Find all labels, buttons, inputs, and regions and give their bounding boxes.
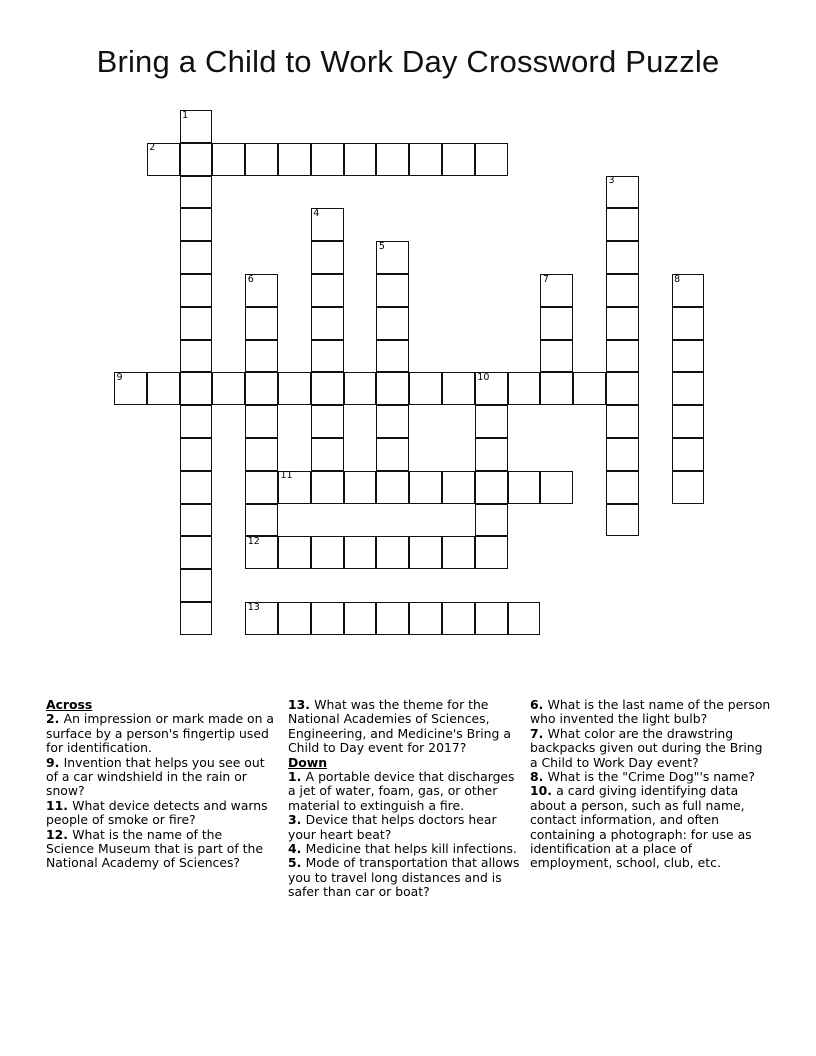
crossword-cell-r11-c11[interactable]: [475, 471, 508, 504]
crossword-cell-r8-c1[interactable]: [147, 372, 180, 405]
crossword-cell-r3-c6[interactable]: [311, 208, 344, 241]
crossword-cell-r11-c4[interactable]: [245, 471, 278, 504]
clue-number: 8.: [530, 769, 548, 785]
clue-number: 9.: [46, 754, 64, 770]
crossword-cell-r4-c6[interactable]: [311, 241, 344, 274]
crossword-cell-r6-c6[interactable]: [311, 307, 344, 340]
crossword-cell-r15-c7[interactable]: [344, 602, 377, 635]
cell-number-5: 5: [378, 240, 385, 252]
crossword-cell-r10-c15[interactable]: [606, 438, 639, 471]
crossword-cell-r13-c2[interactable]: [180, 536, 213, 569]
clues-column-3: [530, 698, 774, 871]
crossword-cell-r13-c4[interactable]: [245, 536, 278, 569]
crossword-cell-r8-c0[interactable]: [114, 372, 147, 405]
crossword-cell-r13-c7[interactable]: [344, 536, 377, 569]
crossword-cell-r0-c2[interactable]: [180, 110, 213, 143]
crossword-cell-r11-c8[interactable]: [376, 471, 409, 504]
clue-number: 7.: [530, 725, 548, 741]
crossword-cell-r15-c5[interactable]: [278, 602, 311, 635]
crossword-cell-r1-c1[interactable]: [147, 143, 180, 176]
crossword-cell-r9-c6[interactable]: [311, 405, 344, 438]
crossword-cell-r6-c15[interactable]: [606, 307, 639, 340]
crossword-cell-r11-c2[interactable]: [180, 471, 213, 504]
cell-number-3: 3: [608, 175, 615, 187]
crossword-cell-r8-c11[interactable]: [475, 372, 508, 405]
cell-number-10: 10: [477, 371, 490, 383]
crossword-cell-r15-c10[interactable]: [442, 602, 475, 635]
crossword-cell-r8-c17[interactable]: [672, 372, 705, 405]
crossword-cell-r8-c8[interactable]: [376, 372, 409, 405]
crossword-cell-r12-c4[interactable]: [245, 504, 278, 537]
crossword-cell-r7-c6[interactable]: [311, 340, 344, 373]
crossword-cell-r8-c6[interactable]: [311, 372, 344, 405]
crossword-cell-r7-c8[interactable]: [376, 340, 409, 373]
crossword-cell-r6-c8[interactable]: [376, 307, 409, 340]
crossword-cell-r14-c2[interactable]: [180, 569, 213, 602]
crossword-cell-r6-c4[interactable]: [245, 307, 278, 340]
crossword-cell-r11-c7[interactable]: [344, 471, 377, 504]
crossword-cell-r5-c15[interactable]: [606, 274, 639, 307]
crossword-cell-r15-c8[interactable]: [376, 602, 409, 635]
crossword-cell-r13-c11[interactable]: [475, 536, 508, 569]
crossword-cell-r5-c13[interactable]: [540, 274, 573, 307]
crossword-cell-r13-c10[interactable]: [442, 536, 475, 569]
crossword-cell-r10-c2[interactable]: [180, 438, 213, 471]
crossword-cell-r10-c17[interactable]: [672, 438, 705, 471]
clue-text: Mode of transportation that allows you to travel long distances and is safer than car or boat?: [288, 855, 520, 900]
crossword-cell-r9-c4[interactable]: [245, 405, 278, 438]
crossword-cell-r5-c2[interactable]: [180, 274, 213, 307]
crossword-cell-r15-c4[interactable]: [245, 602, 278, 635]
clue-text: What is the "Crime Dog"'s name?: [547, 769, 755, 785]
crossword-cell-r12-c11[interactable]: [475, 504, 508, 537]
crossword-cell-r11-c10[interactable]: [442, 471, 475, 504]
crossword-cell-r8-c5[interactable]: [278, 372, 311, 405]
crossword-cell-r8-c3[interactable]: [212, 372, 245, 405]
crossword-cell-r1-c3[interactable]: [212, 143, 245, 176]
crossword-cell-r8-c10[interactable]: [442, 372, 475, 405]
crossword-cell-r1-c9[interactable]: [409, 143, 442, 176]
clue-text: A portable device that discharges a jet of water, foam, gas, or other material to extinguish a fire.: [288, 769, 515, 813]
crossword-cell-r13-c8[interactable]: [376, 536, 409, 569]
crossword-cell-r15-c6[interactable]: [311, 602, 344, 635]
cell-number-2: 2: [149, 142, 156, 154]
clue-number: 2.: [46, 711, 64, 727]
crossword-cell-r7-c15[interactable]: [606, 340, 639, 373]
cell-number-13: 13: [247, 601, 260, 613]
clue-down-3[interactable]: [288, 813, 524, 842]
clue-number: 11.: [46, 797, 73, 813]
crossword-cell-r13-c6[interactable]: [311, 536, 344, 569]
cell-number-8: 8: [674, 273, 681, 285]
clue-number: 5.: [288, 855, 306, 871]
crossword-cell-r5-c8[interactable]: [376, 274, 409, 307]
cell-number-12: 12: [247, 535, 260, 547]
clues-column-2: [288, 698, 524, 900]
clue-number: 6.: [530, 697, 548, 712]
clues-heading-down: Down: [288, 754, 328, 770]
crossword-cell-r15-c2[interactable]: [180, 602, 213, 635]
crossword-cell-r6-c17[interactable]: [672, 307, 705, 340]
clue-number: 4.: [288, 841, 306, 857]
crossword-cell-r7-c17[interactable]: [672, 340, 705, 373]
crossword-cell-r9-c17[interactable]: [672, 405, 705, 438]
clue-text: What device detects and warns people of smoke or fire?: [46, 797, 268, 828]
crossword-cell-r11-c5[interactable]: [278, 471, 311, 504]
crossword-cell-r9-c8[interactable]: [376, 405, 409, 438]
clue-number: 3.: [288, 812, 306, 828]
crossword-cell-r12-c15[interactable]: [606, 504, 639, 537]
cell-number-4: 4: [313, 207, 320, 219]
crossword-cell-r8-c14[interactable]: [573, 372, 606, 405]
clue-number: 12.: [46, 826, 73, 842]
crossword-cell-r8-c9[interactable]: [409, 372, 442, 405]
crossword-cell-r1-c2[interactable]: [180, 143, 213, 176]
clue-text: An impression or mark made on a surface by a person's fingertip used for identification.: [46, 711, 275, 756]
clue-text: Medicine that helps kill infections.: [305, 841, 517, 857]
crossword-cell-r10-c4[interactable]: [245, 438, 278, 471]
crossword-cell-r8-c2[interactable]: [180, 372, 213, 405]
crossword-cell-r8-c7[interactable]: [344, 372, 377, 405]
clues-column-1: [46, 698, 274, 871]
crossword-cell-r15-c9[interactable]: [409, 602, 442, 635]
crossword-cell-r5-c4[interactable]: [245, 274, 278, 307]
crossword-cell-r1-c7[interactable]: [344, 143, 377, 176]
clue-number: 10.: [530, 783, 557, 799]
crossword-cell-r12-c2[interactable]: [180, 504, 213, 537]
crossword-cell-r15-c11[interactable]: [475, 602, 508, 635]
crossword-cell-r11-c13[interactable]: [540, 471, 573, 504]
clue-down-5[interactable]: [288, 856, 524, 899]
crossword-cell-r10-c11[interactable]: [475, 438, 508, 471]
crossword-cell-r5-c17[interactable]: [672, 274, 705, 307]
crossword-cell-r11-c15[interactable]: [606, 471, 639, 504]
crossword-cell-r2-c2[interactable]: [180, 176, 213, 209]
crossword-cell-r13-c9[interactable]: [409, 536, 442, 569]
crossword-cell-r7-c4[interactable]: [245, 340, 278, 373]
clues-area: [0, 698, 816, 948]
clue-text: What was the theme for the National Academies of Sciences, Engineering, and Medicine's Bring a Child to Day event for 2017?: [288, 697, 511, 756]
clue-across-2[interactable]: [46, 712, 274, 755]
crossword-cell-r3-c2[interactable]: [180, 208, 213, 241]
cell-number-6: 6: [247, 273, 254, 285]
crossword-cell-r1-c5[interactable]: [278, 143, 311, 176]
clue-down-7[interactable]: [530, 727, 774, 770]
page-title: Bring a Child to Work Day Crossword Puzzle: [96, 44, 720, 79]
clue-down-8[interactable]: [530, 770, 774, 784]
clue-down-4[interactable]: [288, 842, 524, 856]
crossword-cell-r11-c9[interactable]: [409, 471, 442, 504]
crossword-cell-r9-c11[interactable]: [475, 405, 508, 438]
clue-number: 13.: [288, 697, 315, 712]
crossword-cell-r4-c8[interactable]: [376, 241, 409, 274]
cell-number-9: 9: [116, 371, 123, 383]
crossword-cell-r8-c12[interactable]: [508, 372, 541, 405]
crossword-cell-r9-c15[interactable]: [606, 405, 639, 438]
cell-number-1: 1: [182, 109, 189, 121]
clue-number: 1.: [288, 769, 306, 785]
clue-across-12[interactable]: [46, 828, 274, 871]
crossword-cell-r1-c8[interactable]: [376, 143, 409, 176]
crossword-cell-r5-c6[interactable]: [311, 274, 344, 307]
crossword-cell-r8-c13[interactable]: [540, 372, 573, 405]
crossword-cell-r11-c17[interactable]: [672, 471, 705, 504]
clue-text: Device that helps doctors hear your heart beat?: [288, 812, 497, 842]
crossword-cell-r1-c11[interactable]: [475, 143, 508, 176]
clue-across-13[interactable]: [288, 698, 524, 756]
crossword-cell-r15-c12[interactable]: [508, 602, 541, 635]
crossword-cell-r7-c13[interactable]: [540, 340, 573, 373]
clue-text: What is the name of the Science Museum that is part of the National Academy of Sciences?: [46, 826, 263, 871]
clue-text: Invention that helps you see out of a car windshield in the rain or snow?: [46, 754, 265, 799]
crossword-cell-r1-c10[interactable]: [442, 143, 475, 176]
crossword-cell-r4-c2[interactable]: [180, 241, 213, 274]
clue-down-10[interactable]: [530, 784, 774, 870]
crossword-cell-r4-c15[interactable]: [606, 241, 639, 274]
clues-heading-across: Across: [46, 697, 93, 712]
crossword-cell-r11-c6[interactable]: [311, 471, 344, 504]
clue-down-1[interactable]: [288, 770, 524, 813]
crossword-cell-r10-c8[interactable]: [376, 438, 409, 471]
clue-text: What color are the drawstring backpacks given out during the Bring a Child to Work Day event?: [530, 725, 763, 770]
crossword-cell-r7-c2[interactable]: [180, 340, 213, 373]
crossword-cell-r10-c6[interactable]: [311, 438, 344, 471]
crossword-cell-r8-c4[interactable]: [245, 372, 278, 405]
cell-number-11: 11: [280, 470, 293, 482]
crossword-cell-r6-c2[interactable]: [180, 307, 213, 340]
crossword-cell-r1-c6[interactable]: [311, 143, 344, 176]
crossword-cell-r9-c2[interactable]: [180, 405, 213, 438]
clue-text: a card giving identifying data about a person, such as full name, contact information, and often containing a photograph: for use as identification at a place of employment, school, club, etc.: [530, 783, 752, 871]
crossword-cell-r1-c4[interactable]: [245, 143, 278, 176]
crossword-cell-r3-c15[interactable]: [606, 208, 639, 241]
crossword-cell-r2-c15[interactable]: [606, 176, 639, 209]
clue-across-9[interactable]: [46, 756, 274, 799]
crossword-cell-r6-c13[interactable]: [540, 307, 573, 340]
clue-down-6[interactable]: [530, 698, 774, 727]
crossword-cell-r11-c12[interactable]: [508, 471, 541, 504]
crossword-cell-r8-c15[interactable]: [606, 372, 639, 405]
clue-across-11[interactable]: [46, 799, 274, 828]
cell-number-7: 7: [542, 273, 549, 285]
crossword-cell-r13-c5[interactable]: [278, 536, 311, 569]
clue-text: What is the last name of the person who invented the light bulb?: [530, 697, 771, 727]
